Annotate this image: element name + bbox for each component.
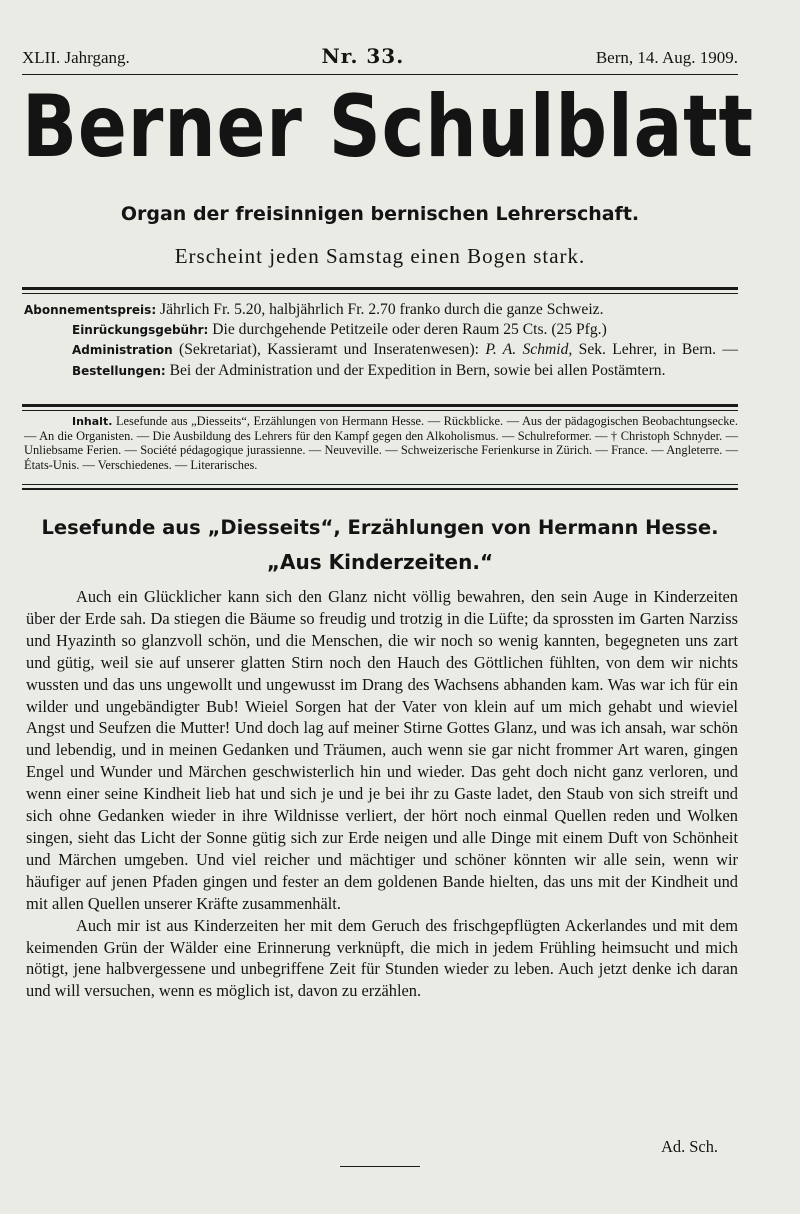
contents-bottom-rule-thick xyxy=(22,488,738,490)
issue-date: Bern, 14. Aug. 1909. xyxy=(595,48,738,67)
contents-bottom-rule-thin xyxy=(22,484,738,485)
end-rule xyxy=(340,1166,420,1167)
orders-label: Bestellungen: xyxy=(72,363,166,378)
administration-text: (Sekretariat), Kassieramt und Inseratenwesen): xyxy=(179,341,479,359)
contents-top-rule-thick xyxy=(22,404,738,407)
contents-top-rule-thin xyxy=(22,410,738,411)
article-paragraph: Auch mir ist aus Kinderzeiten her mit dem Geruch des frischgepflügten Ackerlandes und mit dem keimenden Grün der Wälder eine Erinnerung verknüpft, die mich in jedem Frühling heimsucht und mich nötigt, jene halbvergessene und unbegriffene Zeit für Stunden wieder zu leben. Auch jetzt denke ich daran und will versuchen, wenn es möglich ist, davon zu erzählen. xyxy=(26,915,738,1001)
newspaper-subtitle: Organ der freisinnigen bernischen Lehrerschaft. xyxy=(120,203,640,225)
insertion-fee-label: Einrückungsgebühr: xyxy=(72,323,209,338)
insertion-fee-text: Die durchgehende Petitzeile oder deren Raum 25 Cts. (25 Pfg.) xyxy=(212,321,607,339)
article-body xyxy=(26,586,738,1002)
subscription-top-rule-thick xyxy=(22,287,738,290)
price-text: Jährlich Fr. 5.20, halbjährlich Fr. 2.70 franko durch die ganze Schweiz. xyxy=(160,301,604,318)
subscription-top-rule-thin xyxy=(22,293,738,294)
masthead-line xyxy=(22,44,738,68)
administration-text-2: Sek. Lehrer, in Bern. — xyxy=(578,341,738,359)
publication-frequency: Erscheint jeden Samstag einen Bogen stark. xyxy=(174,244,586,268)
issue-number: Nr. 33. xyxy=(321,44,405,68)
orders-text: Bei der Administration und der Expedition in Bern, sowie bei allen Postämtern. xyxy=(169,361,666,379)
article-title: Lesefunde aus „Diesseits“, Erzählungen von Hermann Hesse. xyxy=(41,516,719,539)
masthead-rule xyxy=(22,74,738,75)
newspaper-title: Berner Schulblatt xyxy=(22,77,754,177)
article-signature: Ad. Sch. xyxy=(661,1137,718,1156)
article-subtitle: „Aus Kinderzeiten.“ xyxy=(266,550,494,574)
contents-label: Inhalt. xyxy=(72,415,113,428)
administration-name: P. A. Schmid, xyxy=(485,341,573,359)
price-label: Abonnementspreis: xyxy=(24,303,157,317)
administration-label: Administration xyxy=(72,343,173,358)
article-paragraph: Auch ein Glücklicher kann sich den Glanz nicht völlig bewahren, den sein Auge in Kinderzeiten über der Erde sah. Da stiegen die Bäume so freudig und trotzig in die Lüfte; da sprossten im Garten Narziss und Hyazinth so glanzvoll schön, und die Menschen, die wir noch so wenig kannten, begegneten uns zart und gütig, weil sie auf unserer glatten Stirn noch den Hauch des Göttlichen fühlten, von dem wir nichts wussten und das uns ungewollt und ungewusst im Drang des Wachsens abhanden kam. Was war ich für ein wilder und ungebändigter Bub! Wieiel Sorgen hat der Vater von klein auf um mich gehabt und wieviel Angst und Seufzen die Mutter! Und doch lag auf meiner Stirne Gottes Glanz, und was ich ansah, war schön und lebendig, und in meinen Gedanken und Träumen, auch wenn sie gar nicht frommer Art waren, gingen Engel und Wunder und Märchen geschwisterlich hin und wieder. Das geht doch nicht ganz verloren, und wenn einer seine Kindheit lieb hat und sich je und je bei ihr zu Gaste ladet, den Staub von sich streift und sich ohne Gedanken wieder in ihre Wildnisse verliert, der hört noch einmal Quellen reden und Wolken singen, sieht das Licht der Sonne gütig sich zur Erde neigen und alle Dinge mit einem Duft von Schönheit und Märchen umgeben. Und viel reicher und mächtiger und schöner könnten wir alle sein, wenn wir häufiger auf jenen Pfaden gingen und fester an dem goldenen Bande hielten, das uns mit der Kindheit und mit allen Quellen unserer Kräfte zusammenhält. xyxy=(26,587,738,913)
volume-label: XLII. Jahrgang. xyxy=(22,48,130,67)
table-of-contents xyxy=(24,414,738,472)
contents-text: Lesefunde aus „Diesseits“, Erzählungen von Hermann Hesse. — Rückblicke. — Aus der pädagogischen Beobachtungsecke. — An die Organisten. — Die Ausbildung des Lehrers für den Kampf gegen den Alkoholismus. — Schulreformer. — † Christoph Schnyder. — Unliebsame Ferien. — Société pédagogique jurassienne. — Neuveville. — Schweizerische Ferienkurse in Zürich. — France. — Angleterre. — États-Unis. — Verschiedenes. — Literarisches. xyxy=(24,414,738,472)
subscription-info xyxy=(24,300,738,381)
